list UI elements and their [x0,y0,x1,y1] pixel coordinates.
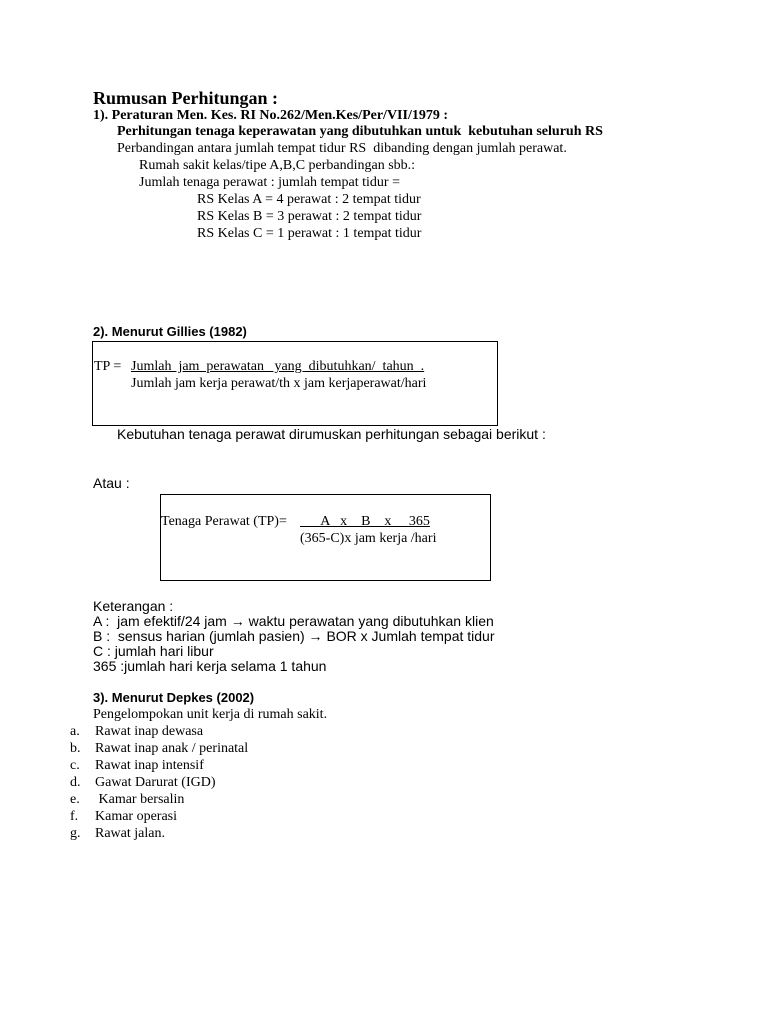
legend-a: A : jam efektif/24 jam → waktu perawatan yang dibutuhkan klien [93,613,494,629]
legend-title: Keterangan : [93,598,174,614]
list-marker: e. [70,792,80,807]
section2-explanation: Kebutuhan tenaga perawat dirumuskan perhitungan sebagai berikut : [117,426,546,442]
list-marker: b. [70,741,81,756]
tp-formula-numerator: A x B x 365 [300,514,430,529]
tp-formula-denominator: (365-C)x jam kerja /hari [300,531,437,546]
list-item: Rawat inap dewasa [95,724,204,739]
list-marker: c. [70,758,80,773]
gillies-formula-prefix: TP = [94,359,125,374]
list-item: Gawat Darurat (IGD) [95,775,216,790]
list-item: Rawat jalan. [95,826,165,841]
section1-subheading: Perhitungan tenaga keperawatan yang dibutuhkan untuk kebutuhan seluruh RS [117,124,603,139]
list-marker: a. [70,724,80,739]
legend-c: C : jumlah hari libur [93,643,214,659]
tp-formula-prefix: Tenaga Perawat (TP)= [161,514,287,529]
class-a-ratio: RS Kelas A = 4 perawat : 2 tempat tidur [197,192,421,207]
list-item: Rawat inap anak / perinatal [95,741,249,756]
list-marker: f. [70,809,79,824]
page-title: Rumusan Perhitungan : [93,88,279,108]
section3-intro: Pengelompokan unit kerja di rumah sakit. [93,707,328,722]
legend-b: B : sensus harian (jumlah pasien) → BOR x Jumlah tempat tidur [93,628,495,644]
class-c-ratio: RS Kelas C = 1 perawat : 1 tempat tidur [197,226,422,241]
class-b-ratio: RS Kelas B = 3 perawat : 2 tempat tidur [197,209,422,224]
gillies-formula-numerator: Jumlah jam perawatan yang dibutuhkan/ tahun . [131,359,425,374]
gillies-formula-denominator: Jumlah jam kerja perawat/th x jam kerjaperawat/hari [131,376,427,391]
section3-heading: 3). Menurut Depkes (2002) [93,690,255,705]
legend-365: 365 :jumlah hari kerja selama 1 tahun [93,658,327,674]
section1-line3: Jumlah tenaga perawat : jumlah tempat tidur = [139,175,400,190]
section1-line1: Perbandingan antara jumlah tempat tidur RS dibanding dengan jumlah perawat. [117,141,567,156]
list-item: Rawat inap intensif [95,758,204,773]
section2-heading: 2). Menurut Gillies (1982) [93,324,247,339]
section2-or: Atau : [93,475,130,491]
list-item: Kamar operasi [95,809,178,824]
list-item: Kamar bersalin [95,792,185,807]
list-marker: d. [70,775,81,790]
section1-line2: Rumah sakit kelas/tipe A,B,C perbandingan sbb.: [139,158,416,173]
list-marker: g. [70,826,81,841]
section1-heading: 1). Peraturan Men. Kes. RI No.262/Men.Kes/Per/VII/1979 : [93,108,448,123]
